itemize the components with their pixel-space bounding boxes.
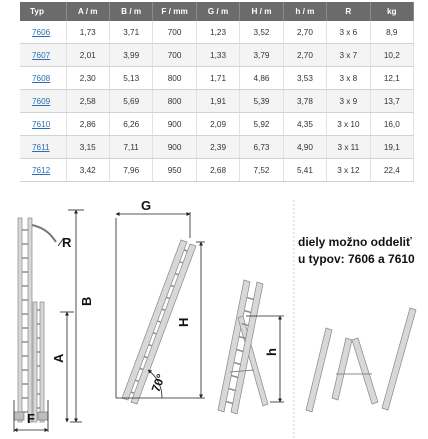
- a-frame-ladder-figure: [218, 280, 268, 414]
- ladder-foot: [38, 412, 48, 420]
- product-type-link[interactable]: 7607: [32, 50, 51, 60]
- table-cell: 700: [153, 21, 196, 44]
- table-cell: 5,39: [240, 90, 283, 113]
- table-cell: 2,68: [196, 159, 239, 182]
- table-row: [20, 136, 414, 159]
- table-cell: 6,73: [240, 136, 283, 159]
- table-cell: 3,42: [66, 159, 109, 182]
- table-cell: 4,35: [283, 113, 326, 136]
- table-cell-typ: [20, 159, 66, 182]
- label-angle: 70°: [148, 372, 169, 394]
- table-cell: 2,58: [66, 90, 109, 113]
- product-type-link[interactable]: 7610: [32, 119, 51, 129]
- label-h-upper: H: [176, 317, 191, 327]
- col-header-typ: Typ: [20, 2, 66, 21]
- table-cell-typ: [20, 113, 66, 136]
- table-cell: 5,41: [283, 159, 326, 182]
- table-cell: 3,53: [283, 67, 326, 90]
- table-row: [20, 21, 414, 44]
- extended-ladder-figure: [14, 218, 56, 422]
- table-cell: 3 x 10: [327, 113, 370, 136]
- ladder-rung: [140, 368, 143, 369]
- table-cell: 2,39: [196, 136, 239, 159]
- label-f: F: [27, 411, 35, 426]
- ladder-rail: [382, 308, 416, 410]
- ladder-rail: [352, 338, 378, 404]
- table-cell: 2,70: [283, 21, 326, 44]
- ladder-rung: [166, 297, 169, 298]
- col-header-f: F / mm: [153, 2, 196, 21]
- table-cell: 4,86: [240, 67, 283, 90]
- ladder-diagram: [0, 190, 428, 439]
- label-r: R: [62, 235, 72, 250]
- label-b: B: [79, 296, 94, 306]
- ladder-foot: [14, 412, 24, 420]
- table-cell: 3,78: [283, 90, 326, 113]
- ladder-rail: [306, 328, 332, 412]
- col-header-g: G / m: [196, 2, 239, 21]
- table-cell: 3,99: [109, 44, 152, 67]
- table-cell: 7,11: [109, 136, 152, 159]
- ladder-rung: [158, 321, 161, 322]
- table-cell-typ: [20, 44, 66, 67]
- col-header-h-upper: H / m: [240, 2, 283, 21]
- label-h-lower: h: [264, 348, 279, 356]
- table-cell: 12,1: [370, 67, 413, 90]
- table-row: [20, 44, 414, 67]
- table-cell: 2,09: [196, 113, 239, 136]
- col-header-a: A / m: [66, 2, 109, 21]
- ladder-rung: [149, 345, 152, 346]
- col-header-r: R: [327, 2, 370, 21]
- table-cell: 900: [153, 113, 196, 136]
- table-cell: 1,33: [196, 44, 239, 67]
- separated-ladder-figure: [306, 308, 416, 412]
- product-type-link[interactable]: 7612: [32, 165, 51, 175]
- table-cell-typ: [20, 67, 66, 90]
- ladder-rung: [171, 285, 174, 286]
- label-g: G: [141, 198, 152, 213]
- table-cell: 10,2: [370, 44, 413, 67]
- note-line-1: diely možno oddeliť: [298, 235, 412, 249]
- product-type-link[interactable]: 7606: [32, 27, 51, 37]
- product-type-link[interactable]: 7608: [32, 73, 51, 83]
- table-cell: 1,73: [66, 21, 109, 44]
- table-cell: 5,69: [109, 90, 152, 113]
- table-cell: 3 x 12: [327, 159, 370, 182]
- table-cell: 4,90: [283, 136, 326, 159]
- table-cell: 3,52: [240, 21, 283, 44]
- ladder-rung: [234, 363, 241, 365]
- ladder-rung: [231, 376, 238, 378]
- table-cell-typ: [20, 90, 66, 113]
- table-cell: 16,0: [370, 113, 413, 136]
- product-type-link[interactable]: 7611: [32, 142, 50, 152]
- specifications-table: [20, 2, 414, 182]
- table-cell: 800: [153, 67, 196, 90]
- ladder-rung: [247, 298, 254, 300]
- table-row: [20, 113, 414, 136]
- ladder-rail: [33, 302, 37, 422]
- separable-parts-note: [298, 234, 428, 268]
- table-cell-typ: [20, 21, 66, 44]
- table-cell: 1,91: [196, 90, 239, 113]
- ladder-rung: [244, 311, 251, 313]
- table-cell: 700: [153, 44, 196, 67]
- table-cell: 5,13: [109, 67, 152, 90]
- ladder-rung: [162, 309, 165, 310]
- ladder-rail: [332, 338, 352, 400]
- table-cell: 3 x 11: [327, 136, 370, 159]
- table-cell: 800: [153, 90, 196, 113]
- table-cell: 1,71: [196, 67, 239, 90]
- table-cell: 2,86: [66, 113, 109, 136]
- col-header-h-lower: h / m: [283, 2, 326, 21]
- table-body: [20, 21, 414, 182]
- table-cell: 7,96: [109, 159, 152, 182]
- ladder-rung: [135, 380, 138, 381]
- table-cell: 8,9: [370, 21, 413, 44]
- table-cell: 950: [153, 159, 196, 182]
- table-cell: 1,23: [196, 21, 239, 44]
- table-row: [20, 159, 414, 182]
- table-cell: 7,52: [240, 159, 283, 182]
- label-a: A: [51, 353, 66, 363]
- note-line-2: u typov: 7606 a 7610: [298, 252, 415, 266]
- table-cell: 3 x 8: [327, 67, 370, 90]
- ladder-hook: [32, 225, 56, 242]
- ladder-rail: [28, 218, 32, 422]
- table-cell: 900: [153, 136, 196, 159]
- ladder-rung: [226, 402, 233, 404]
- ladder-rung: [175, 274, 178, 275]
- col-header-kg: kg: [370, 2, 413, 21]
- table-cell: 3 x 6: [327, 21, 370, 44]
- ladder-rung: [180, 262, 183, 263]
- table-cell: 3,79: [240, 44, 283, 67]
- table-cell: 19,1: [370, 136, 413, 159]
- table-row: [20, 67, 414, 90]
- ladder-rung: [236, 350, 243, 352]
- table-cell: 3,15: [66, 136, 109, 159]
- ladder-rung: [184, 250, 187, 251]
- table-cell: 2,70: [283, 44, 326, 67]
- table-row: [20, 90, 414, 113]
- ladder-rung: [229, 389, 236, 391]
- table-cell-typ: [20, 136, 66, 159]
- table-header-row: [20, 2, 414, 21]
- table-cell: 5,92: [240, 113, 283, 136]
- table-cell: 3,71: [109, 21, 152, 44]
- ladder-rung: [131, 392, 134, 393]
- product-type-link[interactable]: 7609: [32, 96, 51, 106]
- ladder-rung: [144, 357, 147, 358]
- col-header-b: B / m: [109, 2, 152, 21]
- table-cell: 2,30: [66, 67, 109, 90]
- ladder-rung: [153, 333, 156, 334]
- table-cell: 22,4: [370, 159, 413, 182]
- table-cell: 6,26: [109, 113, 152, 136]
- table-cell: 3 x 7: [327, 44, 370, 67]
- table-cell: 3 x 9: [327, 90, 370, 113]
- table-cell: 13,7: [370, 90, 413, 113]
- ladder-rail: [40, 302, 44, 422]
- table-cell: 2,01: [66, 44, 109, 67]
- ladder-rail: [18, 218, 22, 422]
